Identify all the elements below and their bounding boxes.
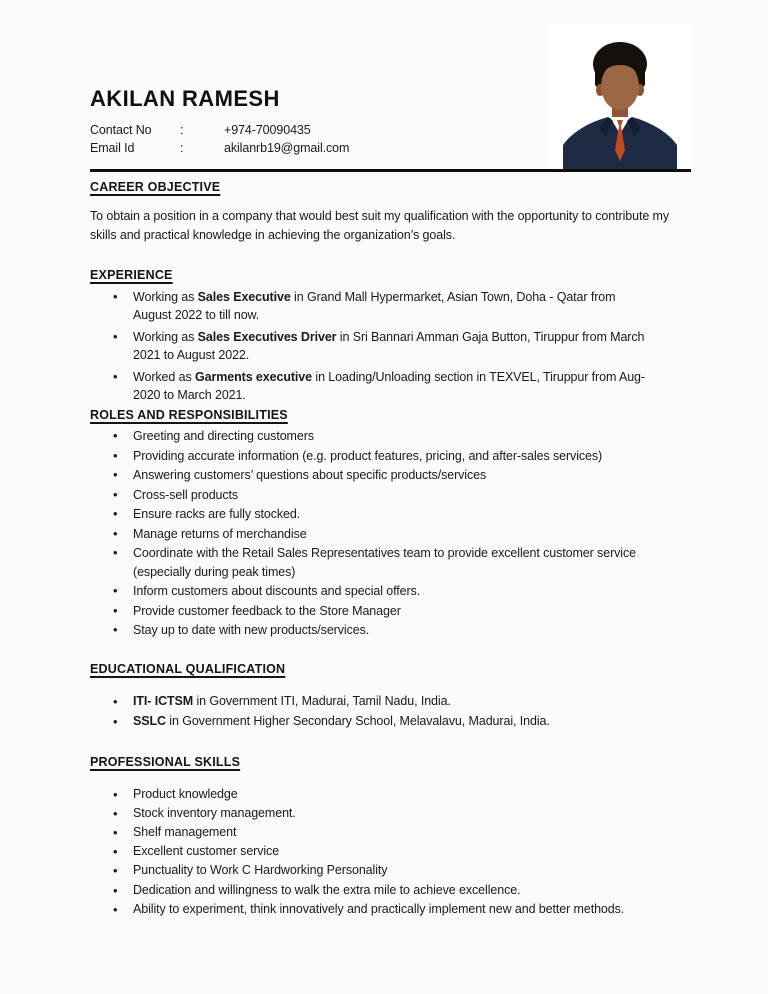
section-education (90, 662, 691, 732)
list-item (133, 328, 648, 364)
email-value: akilanrb19@gmail.com (224, 141, 350, 155)
text-run: Working as (133, 330, 198, 344)
applicant-photo-image (549, 24, 691, 172)
contact-label: Contact No (90, 123, 152, 137)
text-run-bold: SSLC (133, 714, 166, 728)
list-item: • Stay up to date with new products/services. (133, 621, 691, 640)
email-label: Email Id (90, 141, 135, 155)
text-run-bold: Garments executive (195, 370, 313, 384)
career-objective-text: To obtain a position in a company that would best suit my qualification with the opportunity to contribute my skills and practical knowledge in achieving the organization’s goals. (90, 209, 670, 242)
contact-value: +974-70090435 (224, 123, 311, 137)
skills-list (90, 785, 691, 919)
text-run: in Grand Mall Hypermarket, Asian Town, Doha - Qatar from August 2022 to till now. (133, 290, 616, 322)
list-item: • Inform customers about discounts and special offers. (133, 582, 691, 601)
list-item (133, 712, 691, 732)
education-heading: EDUCATIONAL QUALIFICATION (90, 661, 286, 676)
experience-heading: EXPERIENCE (90, 268, 173, 282)
list-item: • Dedication and willingness to walk the extra mile to achieve excellence. (133, 881, 691, 900)
list-item: • Excellent customer service (133, 842, 691, 861)
email-separator: : (180, 141, 184, 155)
text-run: in Government ITI, Madurai, Tamil Nadu, India. (193, 693, 451, 708)
text-run: Worked as (133, 370, 195, 384)
section-career-objective (90, 180, 691, 245)
header-divider (90, 169, 691, 172)
list-item: • Provide customer feedback to the Store Manager (133, 602, 691, 621)
list-item: • Greeting and directing customers (133, 427, 691, 446)
contact-separator: : (180, 123, 184, 137)
text-run: in Government Higher Secondary School, Melavalavu, Madurai, India. (165, 714, 550, 728)
skills-heading: PROFESSIONAL SKILLS (90, 754, 241, 769)
text-run: Working as (133, 290, 198, 304)
education-list (90, 692, 691, 732)
text-run: in Sri Bannari Amman Gaja Button, Tiruppur from March 2021 to August 2022. (133, 330, 645, 362)
career-objective-heading: CAREER OBJECTIVE (90, 180, 221, 194)
applicant-photo (549, 24, 691, 172)
text-run-bold: Sales Executive (197, 290, 291, 304)
list-item: • Stock inventory management. (133, 804, 691, 823)
section-experience (90, 268, 691, 404)
list-item: • Manage returns of merchandise (133, 525, 691, 544)
list-item: • Providing accurate information (e.g. product features, pricing, and after-sales services) (133, 447, 691, 466)
list-item: • Ensure racks are fully stocked. (133, 505, 691, 524)
list-item (133, 368, 648, 404)
section-roles (90, 408, 691, 640)
experience-list (90, 288, 691, 404)
text-run-bold: ITI- ICTSM (133, 693, 194, 708)
list-item: • Punctuality to Work C Hardworking Personality (133, 861, 691, 880)
section-skills (90, 755, 691, 919)
list-item: • Shelf management (133, 823, 691, 842)
list-item: • Product knowledge (133, 785, 691, 804)
face-shape (601, 62, 639, 110)
roles-list (90, 427, 691, 640)
list-item: • Ability to experiment, think innovatively and practically implement new and better methods. (133, 900, 691, 919)
list-item (133, 288, 648, 324)
roles-heading: ROLES AND RESPONSIBILITIES (90, 408, 288, 422)
applicant-name: AKILAN RAMESH (90, 86, 280, 111)
list-item: • Answering customers’ questions about specific products/services (133, 466, 691, 485)
text-run: in Loading/Unloading section in TEXVEL, Tiruppur from Aug-2020 to March 2021. (133, 370, 645, 402)
list-item (133, 692, 691, 712)
text-run-bold: Sales Executives Driver (197, 330, 337, 344)
list-item: • Cross-sell products (133, 486, 691, 505)
list-item: • Coordinate with the Retail Sales Representatives team to provide excellent customer service (especially during peak times) (133, 544, 691, 581)
